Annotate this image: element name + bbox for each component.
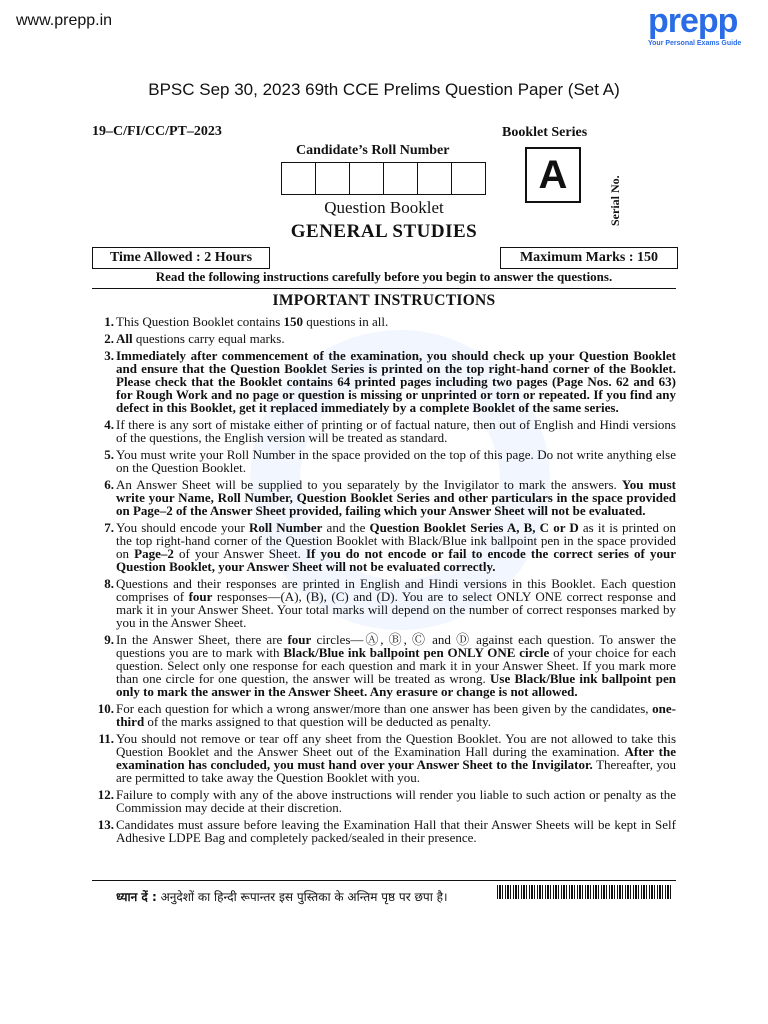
- roll-number-box: [281, 162, 316, 195]
- instruction-text-part: Failure to comply with any of the above instructions will render you liable to such action or penalty as the Commission may decide at their discretion.: [116, 787, 676, 815]
- instruction-number: 3.: [104, 348, 114, 363]
- instruction-text-part: Roll Number: [248, 520, 323, 535]
- instruction-text-part: of your choice for each question. Select only one response for each question and mark it in your Answer Sheet. If you mark more than one circle for one question, the answer will be treated as wrong.: [116, 645, 676, 686]
- question-booklet-label: Question Booklet: [324, 198, 444, 217]
- instruction-text-part: Use Black/Blue ink ballpoint pen only to mark the answer in the Answer Sheet. Any erasure or change is not allowed.: [116, 671, 676, 699]
- instruction-number: 1.: [104, 314, 114, 329]
- instruction-text-part: All: [116, 331, 133, 346]
- instruction-text-part: of the marks assigned to that question will be deducted as penalty.: [144, 714, 491, 729]
- logo-tagline: Your Personal Exams Guide: [648, 40, 742, 47]
- roll-number-box: [417, 162, 452, 195]
- serial-number-label: Serial No.: [608, 175, 622, 226]
- instruction-text-part: Questions and their responses are printed in English and Hindi versions in this Booklet. Each question comprises of: [116, 576, 676, 604]
- booklet-series-letter: A: [538, 153, 568, 197]
- instructions-list: [92, 315, 676, 848]
- prepp-logo: [648, 4, 760, 52]
- instruction-text-part: You must write your Name, Roll Number, Question Booklet Series and other particulars in the space provided on Page–2 of the Answer Sheet provided, failing which your Answer Sheet will not be evaluated.: [116, 477, 676, 518]
- instruction-text: [116, 349, 676, 414]
- instruction-text: [116, 418, 676, 444]
- instruction-text-part: In the Answer Sheet, there are: [116, 632, 288, 647]
- instruction-number: 13.: [97, 817, 114, 832]
- site-url: www.prepp.in: [16, 12, 113, 29]
- instruction-number: 4.: [104, 417, 114, 432]
- instruction-text-part: one-third: [116, 701, 676, 729]
- paper-title: BPSC Sep 30, 2023 69th CCE Prelims Question Paper (Set A): [148, 80, 620, 99]
- instruction-text-part: questions in all.: [303, 314, 389, 329]
- roll-number-box: [349, 162, 384, 195]
- divider-bottom: [92, 880, 676, 881]
- maximum-marks-box: Maximum Marks : 150: [500, 247, 678, 269]
- instruction-text-part: An Answer Sheet will be supplied to you separately by the Invigilator to mark the answers.: [116, 477, 622, 492]
- roll-number-box: [315, 162, 350, 195]
- instruction-number: 10.: [97, 701, 114, 716]
- instruction-item: [92, 418, 676, 444]
- instruction-number: 6.: [104, 477, 114, 492]
- instruction-item: [92, 702, 676, 728]
- instruction-text-part: Question Booklet Series A, B, C or D: [369, 520, 579, 535]
- hindi-note: [116, 888, 448, 905]
- instruction-text-part: You must write your Roll Number in the space provided on the top of this page. Do not write anything else on the Question Booklet.: [116, 447, 676, 475]
- instruction-text-part: Candidates must assure before leaving the Examination Hall that their Answer Sheets will be kept in Self Adhesive LDPE Bag and completely packed/sealed in their presence.: [116, 817, 676, 845]
- instruction-item: [92, 349, 676, 414]
- instruction-text-part: If you do not encode or fail to encode the correct series of your Question Booklet, your Answer Sheet will not be evaluated correctly.: [116, 546, 676, 574]
- roll-number-box: [451, 162, 486, 195]
- instruction-item: [92, 818, 676, 844]
- instruction-number: 11.: [98, 731, 114, 746]
- instruction-text-part: 150: [283, 314, 304, 329]
- instruction-text-part: of your Answer Sheet.: [173, 546, 306, 561]
- hindi-note-label: ध्यान दें :: [116, 890, 157, 904]
- time-allowed-box: Time Allowed : 2 Hours: [92, 247, 270, 269]
- instruction-text-part: and the: [322, 520, 370, 535]
- roll-number-box: [383, 162, 418, 195]
- instruction-text-part: responses—(A), (B), (C) and (D). You are to select ONLY ONE correct response and mark it in your Answer Sheet. Your total marks will depend on the number of correct responses marked by you in the Answer Sheet.: [116, 589, 676, 630]
- instruction-text-part: Immediately after commencement of the examination, you should check up your Question Booklet and ensure that the Question Booklet Series is printed on the top right-hand corner of the Booklet. Please check that the Booklet contains 64 printed pages including two pages (Page Nos. 62 and 63) for Rough Work and no page or question is missing or unprinted or torn or repeated. If you find any defect in this Booklet, get it replaced immediately by a complete Booklet of the same series.: [116, 348, 676, 415]
- instruction-item: [92, 633, 676, 698]
- instruction-item: [92, 788, 676, 814]
- instruction-text: [116, 478, 676, 517]
- instruction-number: 8.: [104, 576, 114, 591]
- instruction-text-part: as it is printed on the top right-hand corner of the Question Booklet with Black/Blue ink ballpoint pen in the space provided on: [116, 520, 676, 561]
- instruction-text: [116, 332, 676, 345]
- instruction-text-part: four: [188, 589, 213, 604]
- instruction-text: [116, 448, 676, 474]
- instruction-text-part: You should not remove or tear off any sheet from the Question Booklet. You are not allowed to take this Question Booklet and the Answer Sheet out of the Examination Hall during the examination.: [116, 731, 676, 759]
- instruction-text: [116, 702, 676, 728]
- instruction-item: [92, 521, 676, 573]
- instruction-text-part: This Question Booklet contains: [116, 314, 284, 329]
- barcode: [497, 885, 673, 899]
- roll-number-label: Candidate’s Roll Number: [296, 143, 450, 158]
- instruction-number: 5.: [104, 447, 114, 462]
- roll-number-boxes: [282, 162, 486, 195]
- instruction-text: [116, 788, 676, 814]
- read-instructions-line: Read the following instructions carefully before you begin to answer the questions.: [155, 269, 613, 284]
- instruction-text: [116, 732, 676, 784]
- instruction-text-part: You should encode your: [116, 520, 249, 535]
- instruction-number: 2.: [104, 331, 114, 346]
- instruction-text: [116, 818, 676, 844]
- instruction-text-part: Black/Blue ink ballpoint pen ONLY ONE circle: [283, 645, 550, 660]
- instruction-text-part: four: [287, 632, 312, 647]
- instruction-item: [92, 478, 676, 517]
- instruction-number: 7.: [104, 520, 114, 535]
- subject-title: GENERAL STUDIES: [290, 221, 478, 242]
- booklet-code: 19–C/FI/CC/PT–2023: [92, 124, 222, 139]
- instruction-text-part: Thereafter, you are permitted to take away the Question Booklet with you.: [116, 757, 676, 785]
- logo-word: prepp: [648, 2, 738, 40]
- instruction-number: 9.: [104, 632, 114, 647]
- instruction-text: [116, 521, 676, 573]
- instruction-number: 12.: [97, 787, 114, 802]
- instruction-text: [116, 633, 676, 698]
- hindi-note-text: अनुदेशों का हिन्दी रूपान्तर इस पुस्तिका के अन्तिम पृष्ठ पर छपा है।: [156, 890, 448, 904]
- instruction-text: [116, 315, 676, 328]
- instructions-heading: IMPORTANT INSTRUCTIONS: [272, 292, 496, 309]
- instruction-item: [92, 315, 676, 328]
- instruction-text-part: questions carry equal marks.: [132, 331, 285, 346]
- instruction-text: [116, 577, 676, 629]
- instruction-item: [92, 448, 676, 474]
- instruction-item: [92, 732, 676, 784]
- instruction-text-part: After the examination has concluded, you must hand over your Answer Sheet to the Invigilator.: [116, 744, 676, 772]
- instruction-item: [92, 332, 676, 345]
- instruction-text-part: circles—Ⓐ, Ⓑ, Ⓒ and Ⓓ against each question. To answer the questions you are to mark with: [116, 632, 676, 660]
- instruction-item: [92, 577, 676, 629]
- booklet-series-label: Booklet Series: [502, 125, 588, 140]
- divider-top: [92, 288, 676, 289]
- instruction-text-part: For each question for which a wrong answer/more than one answer has been given by the candidates,: [116, 701, 653, 716]
- instruction-text-part: Page–2: [134, 546, 174, 561]
- instruction-text-part: If there is any sort of mistake either of printing or of factual nature, then out of English and Hindi versions of the questions, the English version will be treated as standard.: [116, 417, 676, 445]
- booklet-series-box: [525, 147, 581, 203]
